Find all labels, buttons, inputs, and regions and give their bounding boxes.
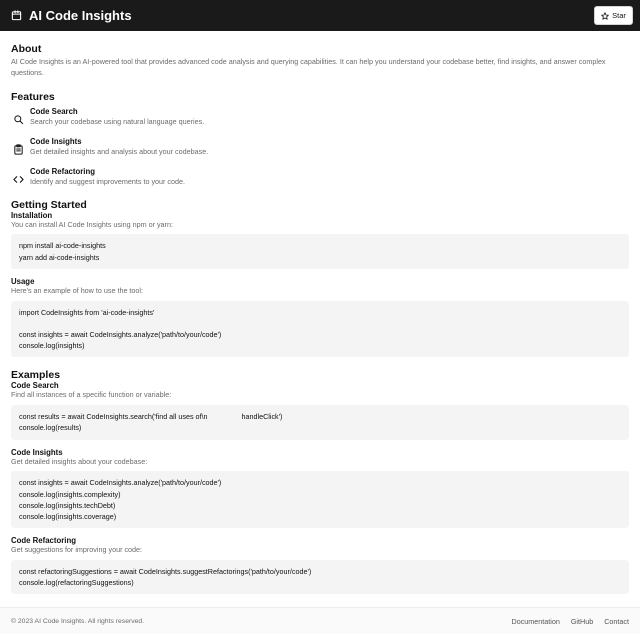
example-code-search-title: Code Search bbox=[11, 381, 59, 391]
feature-code-search bbox=[11, 107, 629, 133]
about-heading: About bbox=[11, 43, 42, 55]
search-icon bbox=[11, 113, 25, 127]
about-section bbox=[11, 43, 629, 79]
feature-desc: Search your codebase using natural language queries. bbox=[30, 116, 205, 126]
getting-started-section bbox=[11, 199, 629, 358]
example-code-refactoring-block: const refactoringSuggestions = await CodeInsights.suggestRefactorings('path/to/your/code') console.log(refactoringSuggestions) bbox=[11, 560, 629, 594]
examples-heading: Examples bbox=[11, 369, 61, 382]
example-code-refactoring-desc: Get suggestions for improving your code: bbox=[11, 545, 143, 555]
app-logo-icon bbox=[11, 10, 22, 21]
examples-section bbox=[11, 369, 629, 594]
main-content bbox=[0, 31, 640, 594]
code-icon bbox=[11, 173, 25, 187]
star-icon bbox=[601, 12, 609, 20]
top-bar bbox=[0, 0, 640, 31]
installation-title: Installation bbox=[11, 210, 53, 220]
example-code-insights-title: Code Insights bbox=[11, 447, 63, 457]
example-code-insights-block: const insights = await CodeInsights.analyze('path/to/your/code') console.log(insights.complexity) console.log(insights.techDebt) console.log(insights.coverage) bbox=[11, 471, 629, 528]
example-code-search-desc: Find all instances of a specific function or variable: bbox=[11, 390, 172, 400]
installation-code-block: npm install ai-code-insights yarn add ai-code-insights bbox=[11, 234, 629, 268]
example-code-search-block: const results = await CodeInsights.search('find all uses of\n handleClick') console.log(results) bbox=[11, 405, 629, 439]
footer-link-github[interactable]: GitHub bbox=[570, 616, 594, 626]
usage-title: Usage bbox=[11, 276, 35, 286]
example-code-insights-desc: Get detailed insights about your codebase: bbox=[11, 456, 148, 466]
star-label: Star bbox=[612, 11, 626, 20]
footer-link-contact[interactable]: Contact bbox=[604, 616, 629, 626]
footer-link-documentation[interactable]: Documentation bbox=[511, 616, 560, 626]
feature-title: Code Insights bbox=[30, 136, 82, 146]
app-title: AI Code Insights bbox=[29, 8, 132, 23]
getting-started-heading: Getting Started bbox=[11, 198, 87, 211]
features-section bbox=[11, 91, 629, 193]
feature-title: Code Search bbox=[30, 106, 78, 116]
footer bbox=[0, 607, 640, 634]
about-text: AI Code Insights is an AI-powered tool that provides advanced code analysis and querying capabilities. It can help you understand your codebase better, find insights, and answer complex questions. bbox=[11, 57, 606, 77]
usage-code-block: import CodeInsights from 'ai-code-insights' const insights = await CodeInsights.analyze('path/to/your/code') console.log(insights) bbox=[11, 301, 629, 358]
installation-desc: You can install AI Code Insights using npm or yarn: bbox=[11, 219, 173, 229]
feature-code-insights bbox=[11, 137, 629, 163]
feature-code-refactoring bbox=[11, 167, 629, 193]
copyright-text: © 2023 AI Code Insights. All rights reserved. bbox=[11, 617, 145, 625]
star-button[interactable] bbox=[594, 6, 633, 25]
feature-title: Code Refactoring bbox=[30, 166, 95, 176]
features-heading: Features bbox=[11, 90, 55, 103]
feature-desc: Identify and suggest improvements to your code. bbox=[30, 176, 186, 186]
clipboard-icon bbox=[11, 143, 25, 157]
feature-desc: Get detailed insights and analysis about your codebase. bbox=[30, 146, 209, 156]
example-code-refactoring-title: Code Refactoring bbox=[11, 536, 76, 546]
usage-desc: Here's an example of how to use the tool: bbox=[11, 285, 144, 295]
